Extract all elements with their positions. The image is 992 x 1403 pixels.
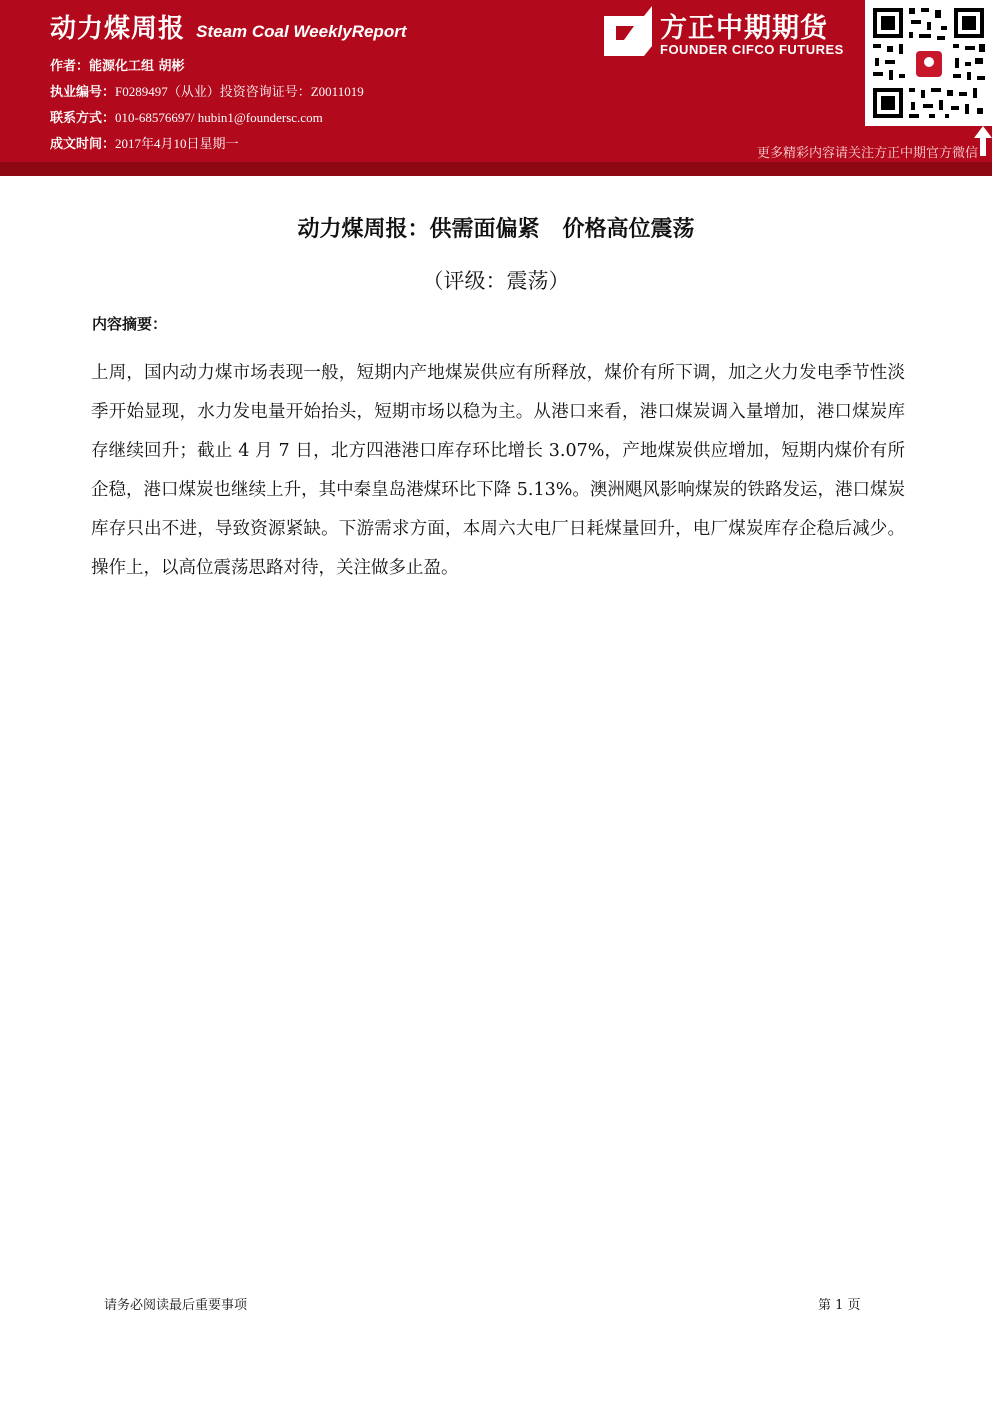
rating: （评级：震荡） (422, 269, 570, 293)
date-line (50, 133, 239, 152)
license-label: 执业编号： (50, 85, 116, 100)
follow-wechat-text: 更多精彩内容请关注方正中期官方微信 (756, 146, 978, 161)
license-value: F0289497（从业）投资咨询证号：Z0011019 (115, 84, 364, 99)
author-line (50, 55, 185, 74)
qr-code-icon (865, 0, 992, 126)
qr-code-graphic (865, 0, 992, 126)
report-title-cn: 动力煤周报 (50, 14, 186, 44)
header-stripe (0, 162, 992, 176)
author-label: 作者： (50, 59, 90, 74)
author-value: 能源化工组 胡彬 (89, 59, 185, 74)
date-value: 2017年4月10日星期一 (115, 136, 239, 151)
contact-line (50, 107, 323, 126)
license-line (50, 81, 364, 100)
company-logo (604, 6, 860, 62)
document-title: 动力煤周报：供需面偏紧 价格高位震荡 (297, 217, 695, 242)
date-label: 成文时间： (50, 137, 116, 152)
summary-paragraph: 上周，国内动力煤市场表现一般，短期内产地煤炭供应有所释放，煤价有所下调，加之火力发电季节性淡季开始显现，水力发电量开始抬头，短期市场以稳为主。从港口来看，港口煤炭调入量增加，港口煤炭库存继续回升；截止 4 月 7 日，北方四港港口库存环比增长 3.07%，产地煤炭供应增加，短期内煤价有所企稳，港口煤炭也继续上升，其中秦皇岛港煤环比下降 5.13%。澳洲飓风影响煤炭的铁路发运，港口煤炭库存只出不进，导致资源紧缺。下游需求方面，本周六大电厂日耗煤量回升，电厂煤炭库存企稳后减少。操作上，以高位震荡思路对待，关注做多止盈。 (91, 363, 905, 578)
summary-label: 内容摘要： (92, 315, 168, 333)
contact-label: 联系方式： (50, 111, 116, 126)
logo-text-en: FOUNDER CIFCO FUTURES (660, 42, 844, 57)
logo-text-cn: 方正中期期货 (660, 13, 828, 44)
founder-logo-icon (604, 6, 652, 56)
page-number: 第 1 页 (818, 1298, 861, 1313)
report-title (50, 8, 406, 45)
footer-notice: 请务必阅读最后重要事项 (104, 1298, 248, 1313)
report-title-en: Steam Coal WeeklyReport (196, 22, 407, 41)
contact-value: 010-68576697/ hubin1@foundersc.com (115, 110, 323, 125)
